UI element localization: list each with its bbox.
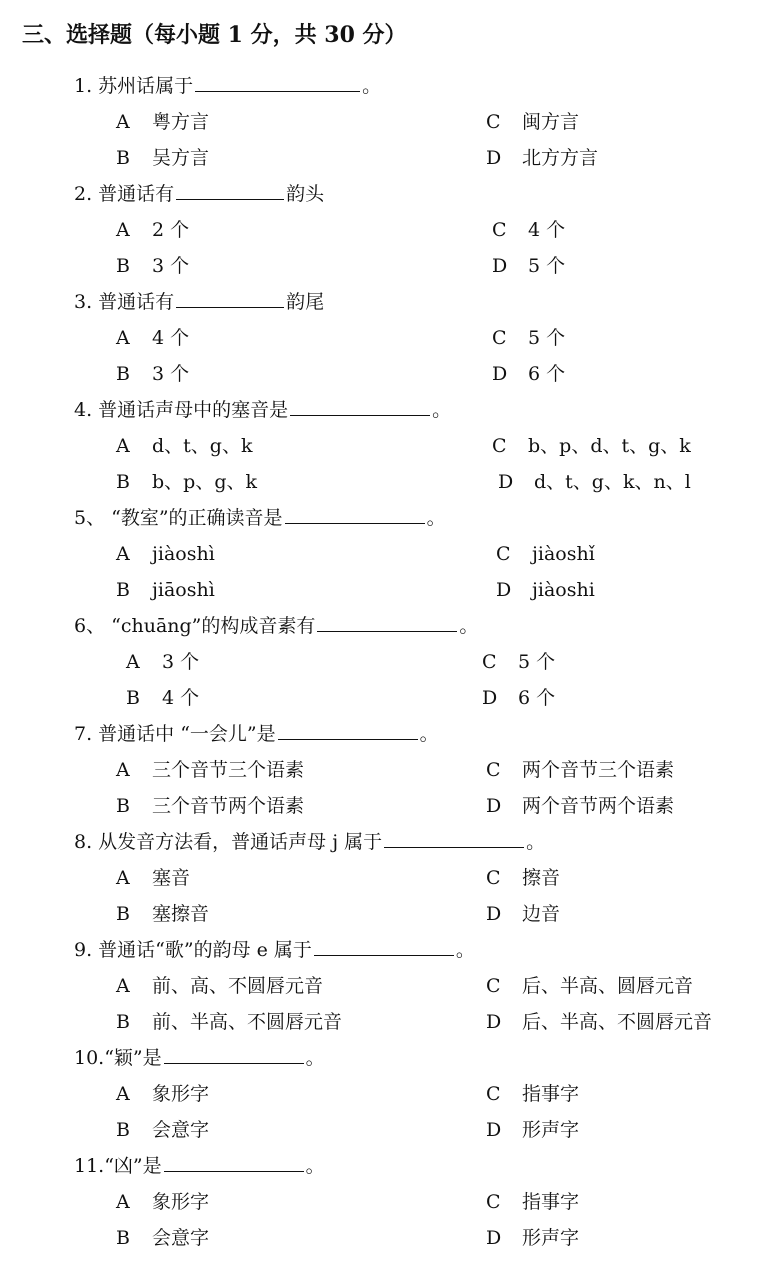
option-letter: A	[116, 435, 130, 457]
option-letter: B	[116, 795, 130, 817]
question-stem	[74, 68, 381, 104]
option-a	[116, 860, 190, 896]
option-text: 粤方言	[152, 111, 210, 133]
option-text: 5 个	[528, 327, 566, 349]
option-text: 两个音节两个语素	[522, 795, 675, 817]
option-d	[482, 680, 555, 716]
question-5	[0, 500, 757, 608]
option-text: 4 个	[162, 687, 200, 709]
section-title: 三、选择题（每小题 1 分，共 30 分）	[22, 22, 407, 48]
question-text: 1. 苏州话属于	[74, 75, 194, 97]
option-d	[486, 1220, 579, 1256]
option-b	[116, 1004, 342, 1040]
option-text: 5 个	[528, 255, 566, 277]
option-d	[486, 1004, 712, 1040]
option-letter: C	[486, 1191, 501, 1213]
option-b	[116, 1112, 209, 1148]
option-text: 后、半高、不圆唇元音	[522, 1011, 713, 1033]
question-text-suffix: 韵尾	[286, 291, 325, 313]
answer-blank	[176, 306, 284, 308]
option-text: 三个音节三个语素	[152, 759, 305, 781]
answer-blank	[164, 1170, 304, 1172]
answer-blank	[285, 522, 425, 524]
option-b	[116, 896, 209, 932]
option-b	[116, 788, 304, 824]
option-c	[486, 104, 579, 140]
option-d	[486, 896, 560, 932]
question-3	[0, 284, 757, 392]
question-4	[0, 392, 757, 500]
question-7	[0, 716, 757, 824]
question-stem	[74, 1040, 325, 1076]
option-letter: B	[116, 471, 130, 493]
option-text: 边音	[522, 903, 561, 925]
option-letter: D	[486, 1011, 502, 1033]
option-text: 象形字	[152, 1191, 210, 1213]
option-text: 形声字	[522, 1227, 580, 1249]
option-letter: A	[116, 111, 130, 133]
question-stem	[74, 1148, 325, 1184]
option-a	[116, 212, 189, 248]
option-letter: B	[116, 579, 130, 601]
question-text: 3. 普通话有	[74, 291, 175, 313]
option-letter: B	[116, 1119, 130, 1141]
option-a	[116, 104, 209, 140]
option-text: d、t、g、k	[152, 435, 253, 457]
option-d	[486, 140, 598, 176]
option-letter: B	[116, 363, 130, 385]
option-letter: A	[116, 1191, 130, 1213]
option-text: 3 个	[152, 255, 190, 277]
option-letter: C	[486, 759, 501, 781]
option-letter: C	[486, 975, 501, 997]
question-text: 7. 普通话中 “一会儿”是	[74, 723, 276, 745]
option-text: 4 个	[528, 219, 566, 241]
question-text: 11.“凶”是	[74, 1155, 162, 1177]
option-a	[116, 752, 304, 788]
question-text-suffix: 。	[432, 399, 452, 421]
option-d	[496, 572, 595, 608]
option-a	[116, 1076, 209, 1112]
question-stem	[74, 716, 439, 752]
option-letter: C	[492, 327, 507, 349]
question-text: 9. 普通话“歌”的韵母 e 属于	[74, 939, 312, 961]
option-a	[126, 644, 199, 680]
option-d	[498, 464, 691, 500]
answer-blank	[384, 846, 524, 848]
question-text-suffix: 。	[419, 723, 439, 745]
option-a	[116, 428, 252, 464]
answer-blank	[278, 738, 418, 740]
option-text: b、p、d、t、g、k	[528, 435, 691, 457]
question-text: 6、 “chuāng”的构成音素有	[74, 615, 316, 637]
option-letter: A	[116, 759, 130, 781]
option-letter: C	[486, 1083, 501, 1105]
question-text-suffix: 。	[362, 75, 382, 97]
question-stem	[74, 176, 324, 212]
question-stem	[74, 932, 475, 968]
option-b	[116, 356, 189, 392]
option-text: 6 个	[518, 687, 556, 709]
option-letter: D	[486, 1119, 502, 1141]
question-text: 2. 普通话有	[74, 183, 175, 205]
question-stem	[74, 284, 324, 320]
option-text: 两个音节三个语素	[522, 759, 675, 781]
question-text: 5、 “教室”的正确读音是	[74, 507, 283, 529]
option-b	[126, 680, 199, 716]
option-c	[482, 644, 555, 680]
option-text: 会意字	[152, 1119, 210, 1141]
option-letter: C	[496, 543, 511, 565]
option-text: 指事字	[522, 1191, 580, 1213]
option-text: 后、半高、圆唇元音	[522, 975, 694, 997]
option-text: 三个音节两个语素	[152, 795, 305, 817]
answer-blank	[176, 198, 284, 200]
option-text: 塞擦音	[152, 903, 210, 925]
option-letter: A	[116, 219, 130, 241]
option-c	[496, 536, 595, 572]
option-c	[492, 212, 565, 248]
option-letter: C	[492, 435, 507, 457]
option-letter: D	[492, 255, 508, 277]
option-letter: C	[492, 219, 507, 241]
answer-blank	[290, 414, 430, 416]
question-text: 10.“颖”是	[74, 1047, 162, 1069]
question-8	[0, 824, 757, 932]
option-c	[486, 1076, 579, 1112]
option-text: 吴方言	[152, 147, 210, 169]
option-letter: D	[486, 147, 502, 169]
option-letter: D	[486, 795, 502, 817]
option-letter: B	[116, 903, 130, 925]
answer-blank	[314, 954, 454, 956]
option-b	[116, 248, 189, 284]
option-letter: D	[496, 579, 512, 601]
option-c	[486, 1184, 579, 1220]
option-letter: D	[498, 471, 514, 493]
option-text: 北方方言	[522, 147, 599, 169]
answer-blank	[164, 1062, 304, 1064]
option-b	[116, 140, 209, 176]
option-letter: B	[116, 1227, 130, 1249]
question-9	[0, 932, 757, 1040]
option-text: b、p、g、k	[152, 471, 258, 493]
question-stem	[74, 608, 478, 644]
option-a	[116, 968, 323, 1004]
question-1	[0, 68, 757, 176]
question-text-suffix: 。	[426, 507, 446, 529]
option-a	[116, 1184, 209, 1220]
question-text-suffix: 。	[459, 615, 479, 637]
option-c	[486, 860, 560, 896]
question-2	[0, 176, 757, 284]
option-letter: A	[116, 1083, 130, 1105]
option-letter: B	[126, 687, 140, 709]
option-text: d、t、g、k、n、l	[534, 471, 691, 493]
option-text: jiāoshì	[152, 579, 215, 601]
question-stem	[74, 392, 451, 428]
answer-blank	[317, 630, 457, 632]
option-letter: C	[486, 111, 501, 133]
option-letter: A	[116, 327, 130, 349]
option-c	[492, 428, 691, 464]
question-stem	[74, 500, 446, 536]
option-letter: C	[486, 867, 501, 889]
answer-blank	[195, 90, 360, 92]
option-text: 擦音	[522, 867, 561, 889]
question-text-suffix: 。	[455, 939, 475, 961]
option-a	[116, 320, 189, 356]
question-text: 8. 从发音方法看，普通话声母 j 属于	[74, 831, 383, 853]
option-letter: A	[116, 975, 130, 997]
option-text: jiàoshi	[532, 579, 595, 601]
option-letter: A	[126, 651, 140, 673]
option-text: 3 个	[162, 651, 200, 673]
question-text-suffix: 。	[526, 831, 546, 853]
option-letter: A	[116, 543, 130, 565]
question-stem	[74, 824, 545, 860]
option-b	[116, 464, 257, 500]
option-text: jiàoshǐ	[532, 543, 595, 565]
option-letter: D	[492, 363, 508, 385]
option-c	[486, 752, 674, 788]
option-b	[116, 572, 215, 608]
option-d	[492, 356, 565, 392]
option-c	[492, 320, 565, 356]
option-text: 指事字	[522, 1083, 580, 1105]
option-text: 会意字	[152, 1227, 210, 1249]
option-letter: A	[116, 867, 130, 889]
option-text: 5 个	[518, 651, 556, 673]
option-c	[486, 968, 693, 1004]
option-text: 闽方言	[522, 111, 580, 133]
option-text: 形声字	[522, 1119, 580, 1141]
option-letter: D	[486, 903, 502, 925]
question-text-suffix: 。	[305, 1155, 325, 1177]
option-text: 3 个	[152, 363, 190, 385]
question-text-suffix: 。	[305, 1047, 325, 1069]
option-d	[492, 248, 565, 284]
option-letter: C	[482, 651, 497, 673]
question-text-suffix: 韵头	[286, 183, 325, 205]
option-text: 前、高、不圆唇元音	[152, 975, 324, 997]
question-text: 4. 普通话声母中的塞音是	[74, 399, 289, 421]
option-letter: B	[116, 147, 130, 169]
option-text: jiàoshì	[152, 543, 215, 565]
option-letter: D	[486, 1227, 502, 1249]
option-text: 塞音	[152, 867, 191, 889]
question-11	[0, 1148, 757, 1256]
option-text: 前、半高、不圆唇元音	[152, 1011, 343, 1033]
question-10	[0, 1040, 757, 1148]
option-text: 2 个	[152, 219, 190, 241]
option-letter: D	[482, 687, 498, 709]
question-6	[0, 608, 757, 716]
option-text: 4 个	[152, 327, 190, 349]
option-d	[486, 788, 674, 824]
option-text: 6 个	[528, 363, 566, 385]
option-text: 象形字	[152, 1083, 210, 1105]
option-a	[116, 536, 215, 572]
option-letter: B	[116, 1011, 130, 1033]
option-b	[116, 1220, 209, 1256]
option-d	[486, 1112, 579, 1148]
option-letter: B	[116, 255, 130, 277]
